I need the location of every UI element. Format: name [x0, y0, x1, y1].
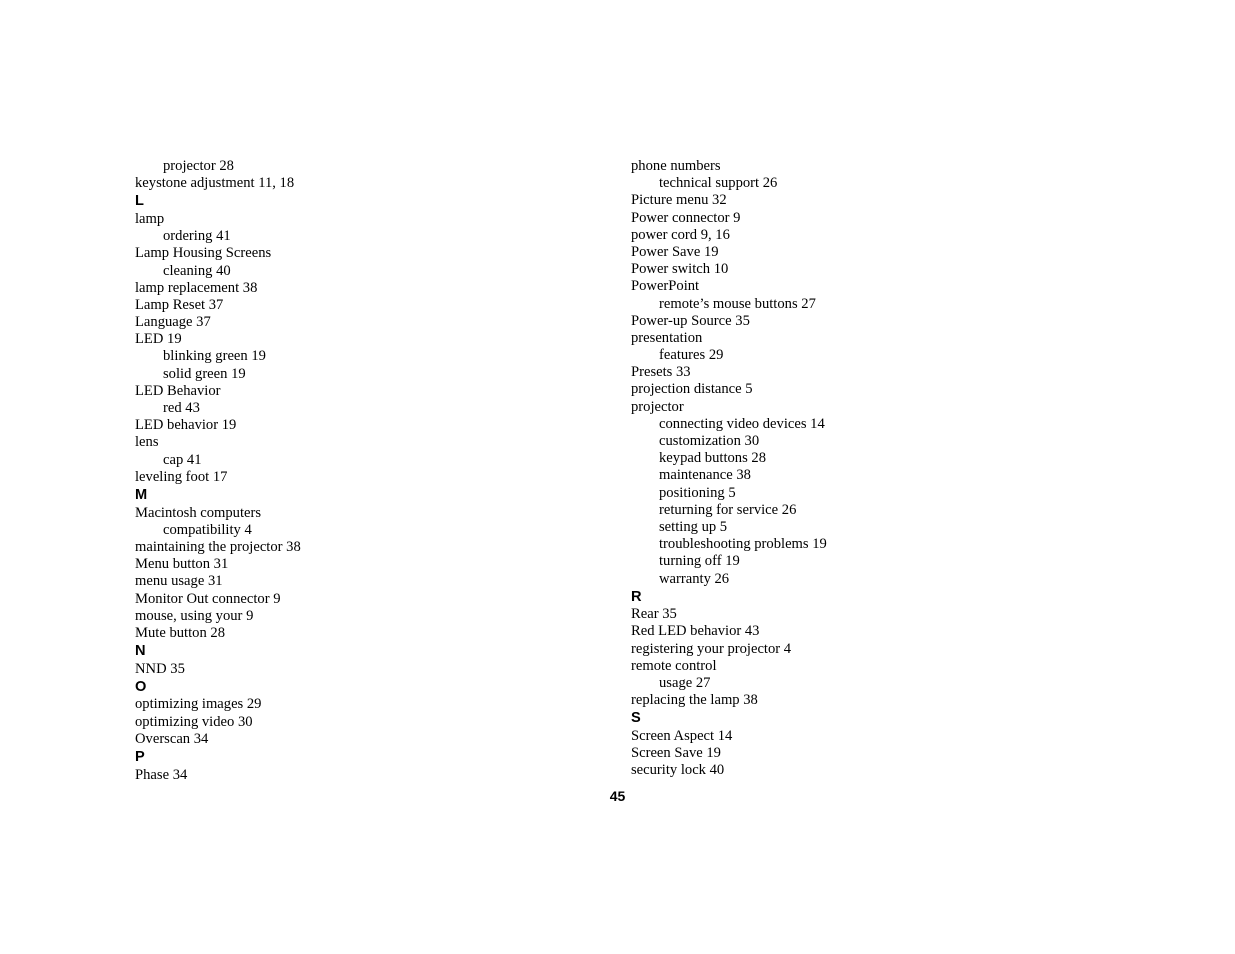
index-entry: Menu button 31: [135, 556, 229, 573]
index-subentry: solid green 19: [163, 365, 246, 382]
index-entry: projection distance 5: [631, 381, 753, 398]
index-entry: replacing the lamp 38: [631, 692, 758, 709]
index-entry: projector: [631, 398, 684, 415]
index-entry: menu usage 31: [135, 573, 223, 590]
index-subentry: connecting video devices 14: [659, 415, 825, 432]
index-subentry: warranty 26: [659, 570, 730, 587]
index-subentry: returning for service 26: [659, 501, 797, 518]
index-subentry: cleaning 40: [163, 262, 231, 279]
index-entry: mouse, using your 9: [135, 607, 254, 624]
index-subentry: red 43: [163, 400, 200, 417]
index-entry: optimizing images 29: [135, 696, 262, 713]
page-number: 45: [609, 788, 626, 804]
index-entry: phone numbers: [631, 158, 721, 174]
index-entry: remote control: [631, 657, 717, 674]
index-entry: NND 35: [135, 660, 185, 677]
index-entry: optimizing video 30: [135, 713, 253, 730]
index-subentry: positioning 5: [659, 484, 736, 501]
index-subentry: troubleshooting problems 19: [659, 536, 827, 553]
index-subentry: compatibility 4: [163, 521, 252, 538]
index-entry: Monitor Out connector 9: [135, 590, 281, 607]
index-entry: Macintosh computers: [135, 504, 262, 521]
index-subentry: turning off 19: [659, 553, 740, 570]
index-entry: Screen Aspect 14: [631, 728, 733, 744]
index-section-letter: L: [135, 193, 144, 210]
index-subentry: technical support 26: [659, 175, 778, 192]
index-section-letter: O: [135, 678, 147, 695]
index-entry: security lock 40: [631, 762, 725, 779]
index-entry: LED behavior 19: [135, 417, 237, 434]
index-entry: leveling foot 17: [135, 468, 228, 485]
index-entry: lamp replacement 38: [135, 279, 258, 296]
index-entry: Lamp Reset 37: [135, 296, 224, 313]
index-entry: presentation: [631, 329, 703, 346]
index-column-right: [631, 158, 1051, 780]
index-entry: Language 37: [135, 314, 211, 331]
index-entry: Rear 35: [631, 606, 677, 623]
index-entry: Mute button 28: [135, 624, 225, 641]
index-entry: maintaining the projector 38: [135, 538, 301, 555]
index-subentry: ordering 41: [163, 228, 231, 245]
index-entry: Power Save 19: [631, 243, 719, 260]
index-entry: Power-up Source 35: [631, 312, 750, 329]
index-subentry: customization 30: [659, 433, 760, 449]
index-entry: LED 19: [135, 331, 182, 348]
index-column-left: [135, 158, 555, 784]
index-section-letter: M: [135, 486, 148, 503]
index-subentry: projector 28: [163, 158, 234, 174]
index-section-letter: P: [135, 749, 145, 765]
index-entry: Red LED behavior 43: [631, 623, 760, 640]
index-entry: lens: [135, 434, 159, 451]
index-subentry: setting up 5: [659, 518, 728, 535]
index-subentry: features 29: [659, 347, 724, 364]
index-section-letter: N: [135, 643, 146, 660]
index-entry: LED Behavior: [135, 382, 221, 399]
index-entry: Overscan 34: [135, 730, 209, 747]
index-subentry: blinking green 19: [163, 348, 266, 365]
index-entry: Power connector 9: [631, 209, 741, 226]
index-entry: Screen Save 19: [631, 745, 721, 762]
index-subentry: remote’s mouse buttons 27: [659, 295, 816, 312]
index-entry: Phase 34: [135, 766, 188, 783]
index-subentry: cap 41: [163, 451, 202, 468]
index-section-letter: R: [631, 588, 642, 605]
index-entry: power cord 9, 16: [631, 226, 730, 243]
index-entry: lamp: [135, 210, 165, 227]
index-entry: Presets 33: [631, 364, 691, 381]
index-entry: registering your projector 4: [631, 640, 792, 657]
index-subentry: maintenance 38: [659, 467, 751, 484]
index-section-letter: S: [631, 710, 641, 727]
index-entry: Power switch 10: [631, 261, 729, 278]
index-entry: keystone adjustment 11, 18: [135, 175, 295, 192]
index-subentry: keypad buttons 28: [659, 450, 767, 467]
index-entry: Picture menu 32: [631, 192, 727, 209]
index-subentry: usage 27: [659, 675, 711, 692]
index-entry: Lamp Housing Screens: [135, 245, 272, 262]
index-entry: PowerPoint: [631, 278, 700, 295]
